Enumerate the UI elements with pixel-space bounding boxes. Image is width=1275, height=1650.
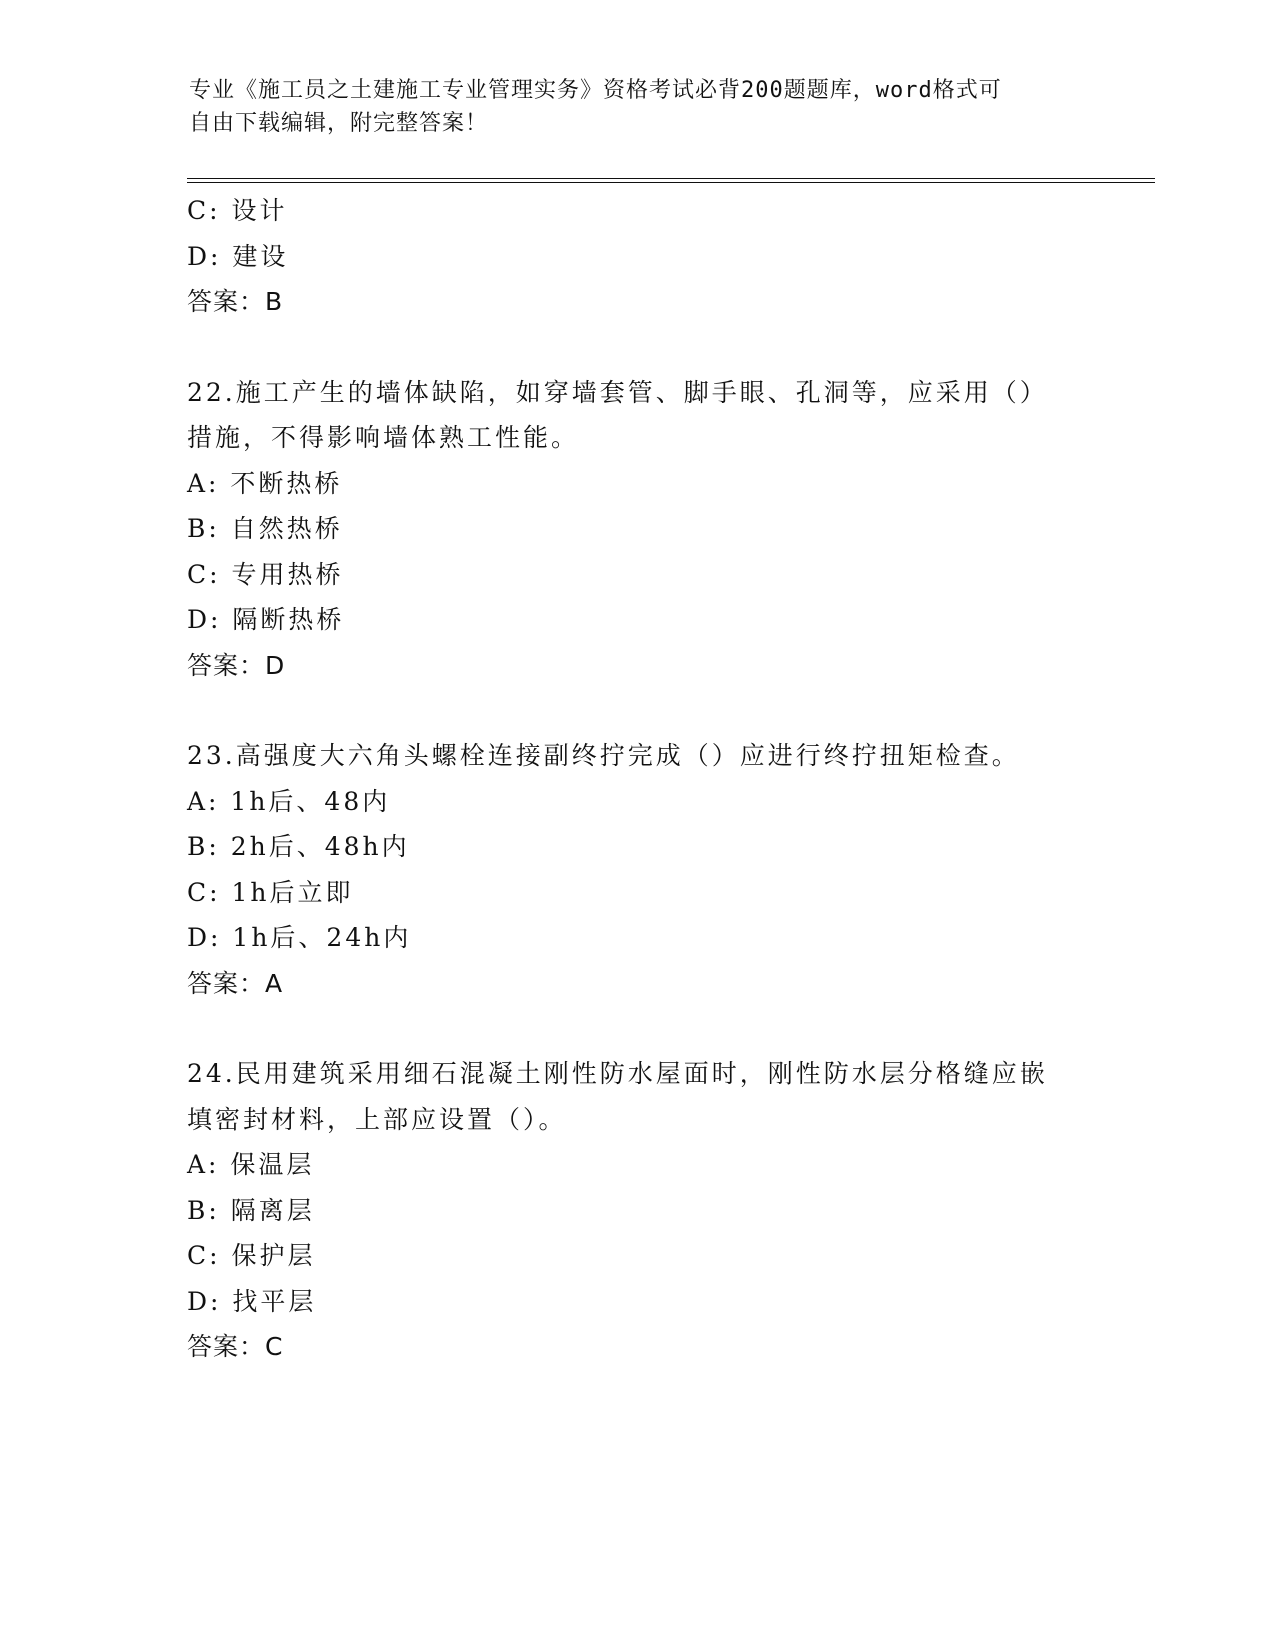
option-a: A: 不断热桥 bbox=[187, 468, 343, 498]
option-d: D: 1h后、24h内 bbox=[187, 923, 412, 952]
answer-label: 答案：A bbox=[187, 968, 284, 998]
question-stem-line: 措施，不得影响墙体熟工性能。 bbox=[187, 423, 580, 452]
header-divider-bottom bbox=[187, 182, 1155, 183]
option-d: D: 找平层 bbox=[187, 1286, 317, 1316]
option-c: C: 1h后立即 bbox=[187, 877, 354, 907]
option-c: C: 设计 bbox=[187, 196, 288, 225]
question-spacer bbox=[187, 1006, 1087, 1051]
option-d: D: 隔断热桥 bbox=[187, 605, 345, 634]
document-header bbox=[189, 74, 1069, 140]
option-d: D: 建设 bbox=[187, 241, 289, 271]
header-divider-top bbox=[187, 178, 1155, 179]
question-stem-line: 22.施工产生的墙体缺陷，如穿墙套管、脚手眼、孔洞等，应采用（） bbox=[187, 377, 1048, 407]
question-24 bbox=[187, 1051, 1087, 1370]
question-spacer bbox=[187, 325, 1087, 370]
question-list bbox=[187, 188, 1087, 1370]
header-title-line-2: 自由下载编辑，附完整答案！ bbox=[189, 111, 489, 136]
option-c: C: 专用热桥 bbox=[187, 559, 344, 589]
answer-label: 答案：B bbox=[187, 287, 284, 316]
question-stem-line: 填密封材料，上部应设置（）。 bbox=[187, 1104, 567, 1134]
answer-label: 答案：C bbox=[187, 1332, 284, 1361]
question-spacer bbox=[187, 688, 1087, 733]
option-a: A: 保温层 bbox=[187, 1150, 315, 1179]
option-b: B: 隔离层 bbox=[187, 1195, 315, 1225]
question-22 bbox=[187, 370, 1087, 689]
option-a: A: 1h后、48内 bbox=[187, 786, 391, 816]
continued-question bbox=[187, 188, 1087, 325]
option-b: B: 自然热桥 bbox=[187, 514, 343, 543]
header-title-line-1: 专业《施工员之土建施工专业管理实务》资格考试必背200题题库，word格式可 bbox=[189, 78, 1002, 103]
answer-label: 答案：D bbox=[187, 650, 286, 680]
option-b: B: 2h后、48h内 bbox=[187, 832, 410, 861]
question-23 bbox=[187, 733, 1087, 1006]
question-stem-line: 23.高强度大六角头螺栓连接副终拧完成（）应进行终拧扭矩检查。 bbox=[187, 741, 1020, 770]
question-stem-line: 24.民用建筑采用细石混凝土刚性防水屋面时，刚性防水层分格缝应嵌 bbox=[187, 1059, 1048, 1088]
option-c: C: 保护层 bbox=[187, 1241, 316, 1270]
